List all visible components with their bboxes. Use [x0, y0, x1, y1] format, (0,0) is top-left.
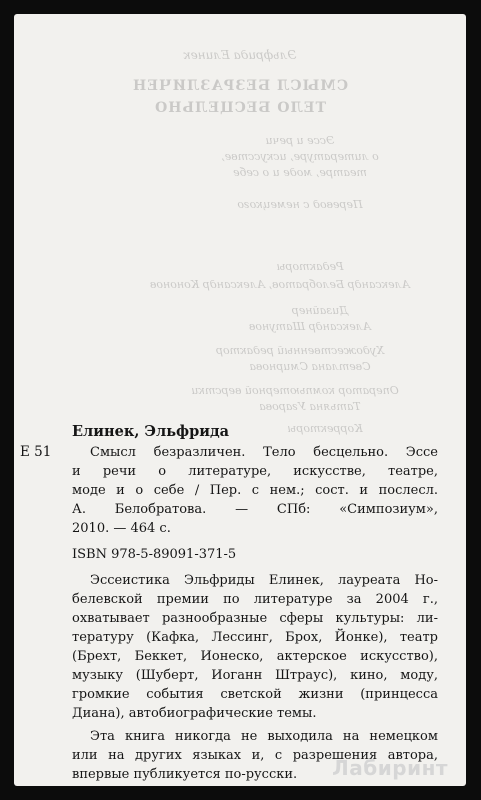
show-through-designer: Александр Шатунов — [248, 320, 372, 333]
bibliographic-line: 2010. — 464 с. — [72, 521, 171, 536]
show-through-proof-heading: Корректоры — [287, 422, 363, 435]
annotation-line: Диана), автобиографические темы. — [72, 706, 317, 721]
isbn: ISBN 978-5-89091-371-5 — [72, 547, 237, 562]
show-through-subtitle-3: театре, моде и о себе — [233, 166, 367, 179]
show-through-author: Эльфрида Елинек — [183, 48, 297, 62]
bibliographic-line: Смысл безразличен. Тело бесцельно. Эссе — [90, 445, 438, 460]
book-page — [14, 14, 466, 786]
note-line: впервые публикуется по-русски. — [72, 767, 298, 782]
show-through-title-1: СМЫСЛ БЕЗРАЗЛИЧЕН — [132, 78, 348, 94]
annotation-line: Эссеистика Эльфриды Елинек, лауреата Но- — [90, 573, 438, 588]
show-through-subtitle-2: о литературе, искусстве, — [221, 150, 379, 163]
show-through-layout-heading: Оператор компьютерной верстки — [191, 384, 399, 397]
show-through-title-2: ТЕЛО БЕСЦЕЛЬНО — [154, 100, 326, 116]
watermark-text: Лабиринт — [332, 756, 448, 780]
classification-code: Е 51 — [20, 444, 52, 460]
labirint-watermark — [332, 756, 448, 780]
annotation-line: охватывает разнообразные сферы культуры: ли- — [72, 611, 438, 626]
bibliographic-line: и речи о литературе, искусстве, театре, — [72, 464, 438, 479]
show-through-layout: Татьяна Угарова — [259, 400, 361, 413]
note-line: Эта книга никогда не выходила на немецком — [90, 729, 438, 744]
author-heading: Елинек, Эльфрида — [72, 423, 230, 440]
show-through-translation: Перевод с немецкого — [237, 198, 363, 211]
annotation-line: громкие события светской жизни (принцесса — [72, 687, 438, 702]
show-through-editors: Александр Белобратов, Александр Кононов — [149, 278, 411, 291]
bibliographic-line: А. Белобратова. — СПб: «Симпозиум», — [72, 502, 438, 517]
bibliographic-line: моде и о себе / Пер. с нем.; сост. и послесл. — [72, 483, 438, 498]
show-through-subtitle-1: Эссе и речи — [265, 134, 335, 147]
show-through-artist: Светлана Смирнова — [249, 360, 371, 373]
annotation-line: музыку (Шуберт, Иоганн Штраус), кино, моду, — [72, 668, 438, 683]
annotation-line: (Брехт, Беккет, Ионеско, актерское искусство), — [72, 649, 438, 664]
annotation-line: белевской премии по литературе за 2004 г., — [72, 592, 438, 607]
annotation-line: тературу (Кафка, Лессинг, Брох, Йонке), театр — [72, 630, 438, 645]
show-through-artist-heading: Художественный редактор — [215, 344, 385, 357]
note-line: или на других языках и, с разрешения автора, — [72, 748, 438, 763]
show-through-editors-heading: Редакторы — [276, 260, 344, 273]
show-through-designer-heading: Дизайнер — [291, 304, 349, 317]
